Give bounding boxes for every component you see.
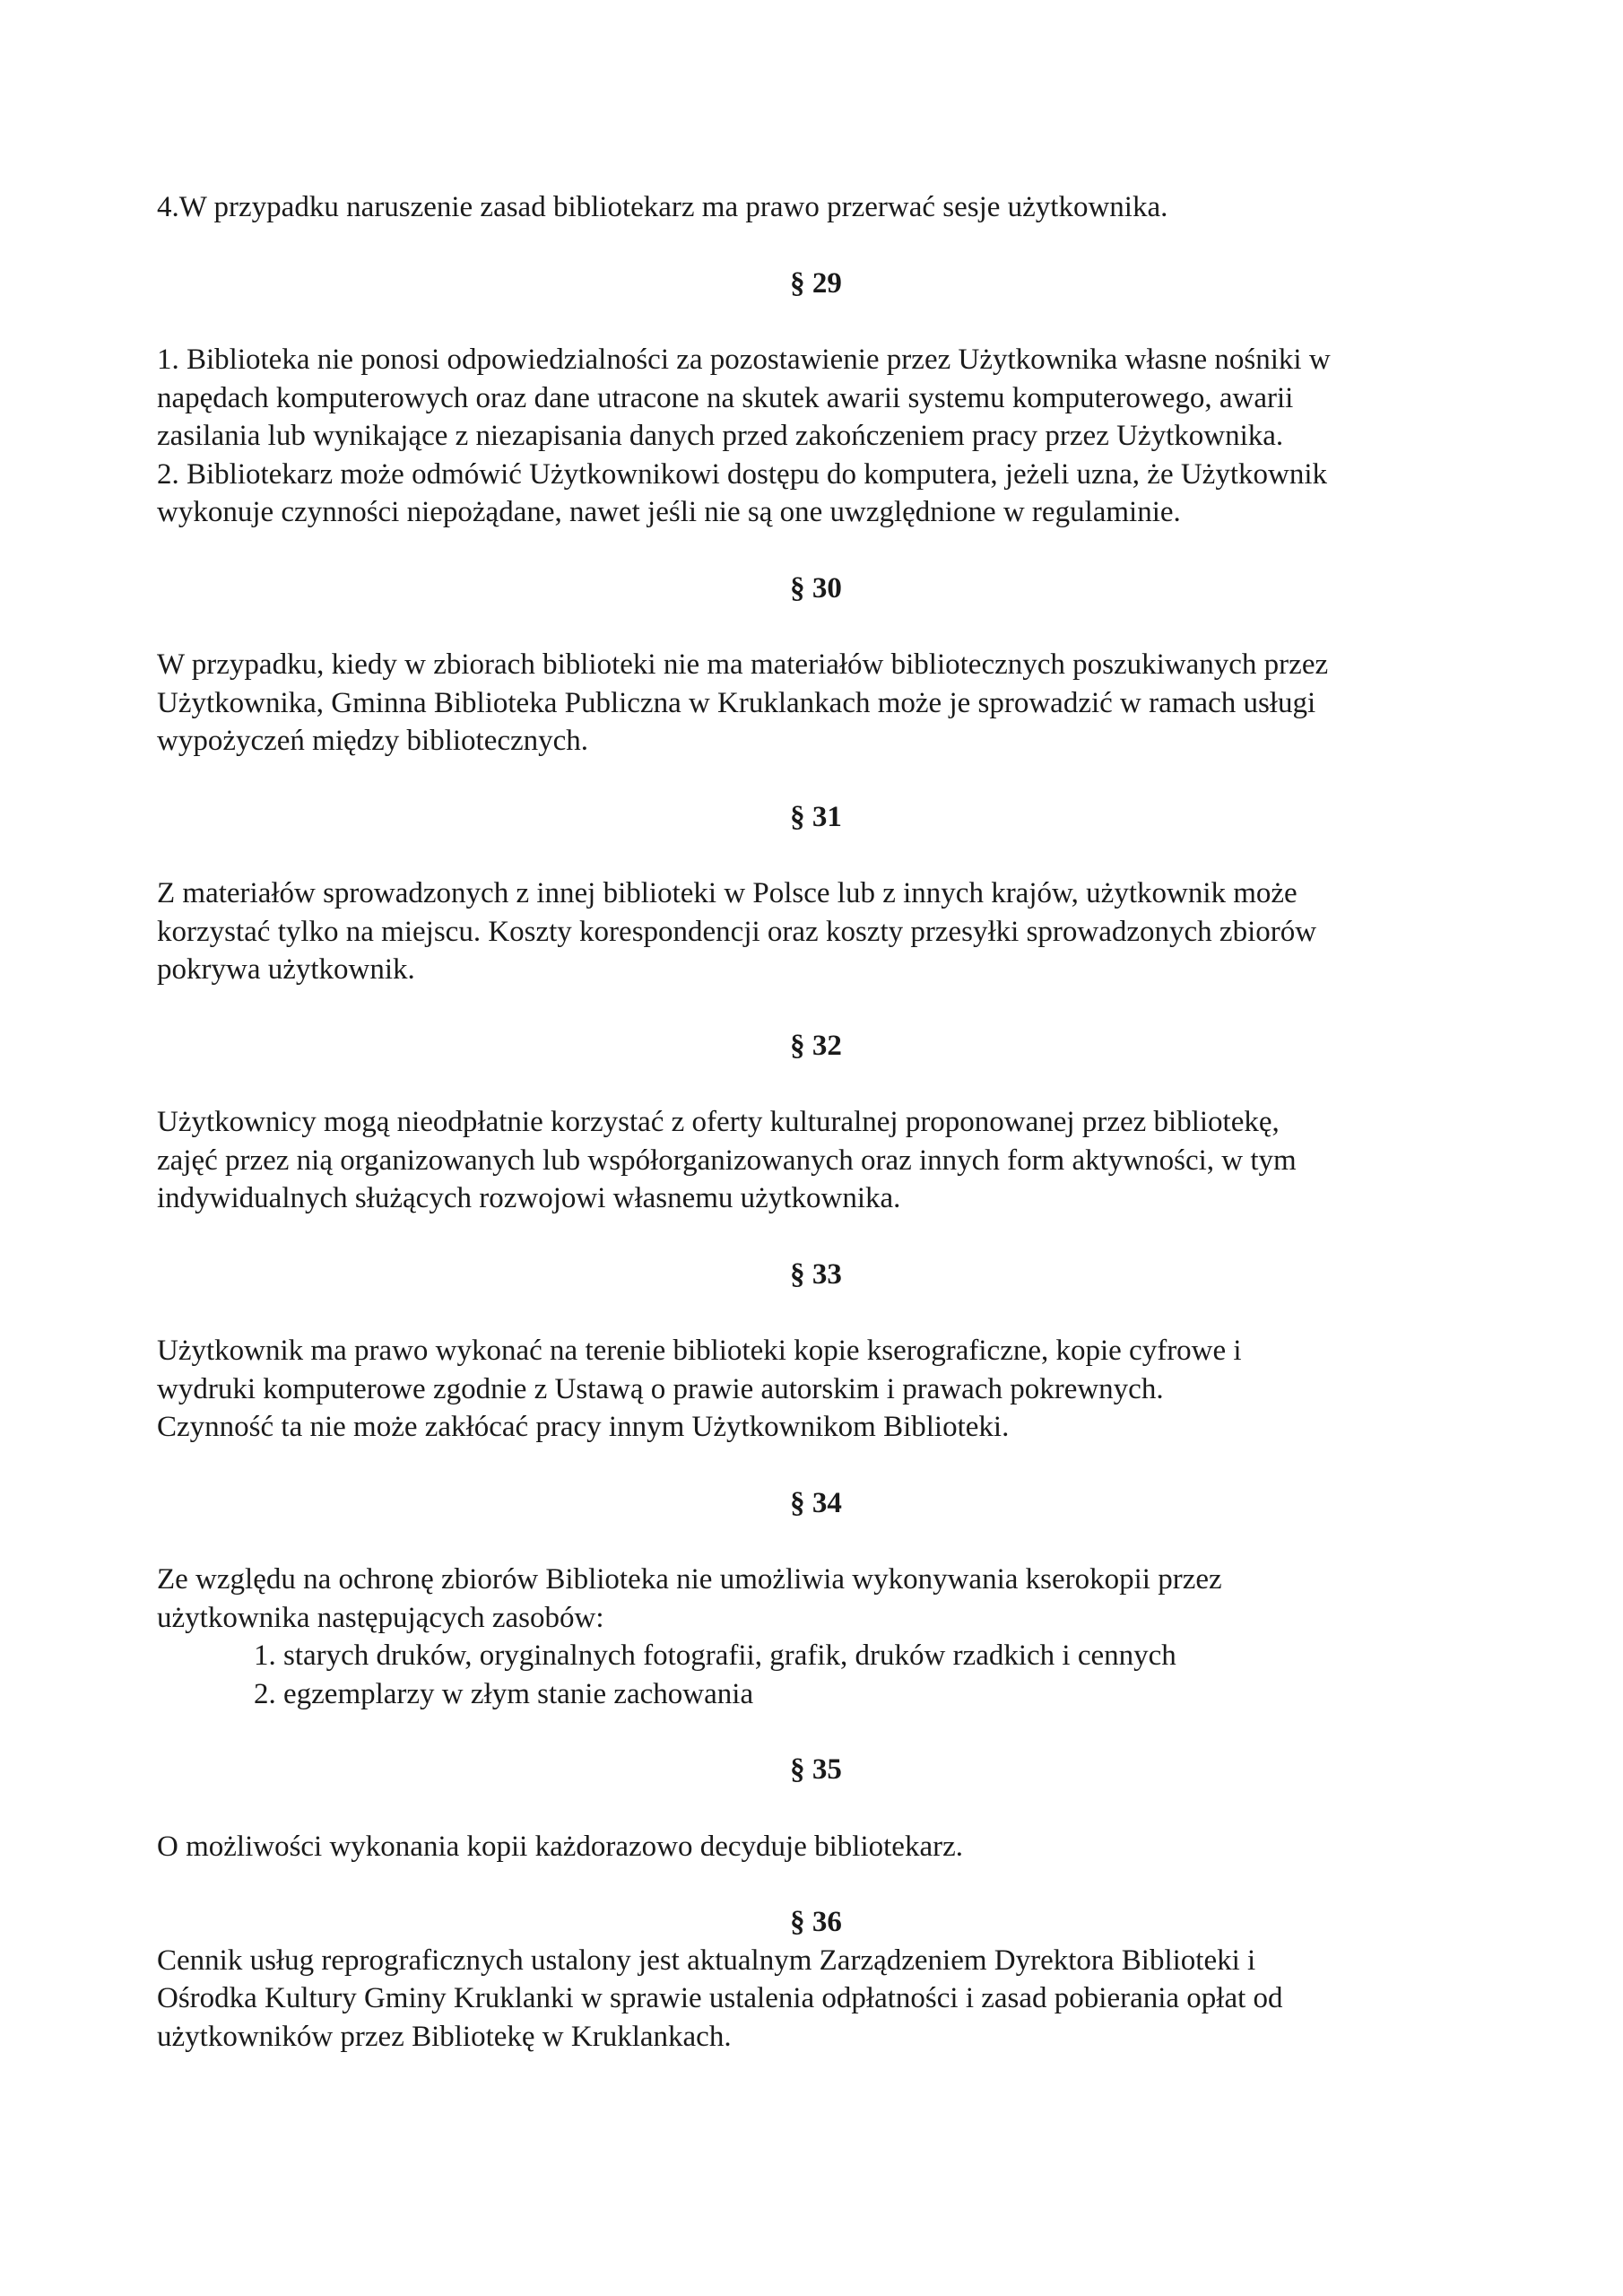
- text-line: korzystać tylko na miejscu. Koszty korespondencji oraz koszty przesyłki sprowadzonych zbiorów: [157, 915, 1317, 948]
- text-line: Ośrodka Kultury Gminy Kruklanki w sprawie ustalenia odpłatności i zasad pobierania opłat od: [157, 1982, 1283, 2014]
- text-line: 4.W przypadku naruszenie zasad bibliotekarz ma prawo przerwać sesje użytkownika.: [157, 191, 1168, 223]
- section-heading-29: § 29: [790, 266, 842, 300]
- section-31-body: [157, 874, 1475, 989]
- text-line: wypożyczeń między bibliotecznych.: [157, 725, 589, 757]
- text-line: Cennik usług reprograficznych ustalony jest aktualnym Zarządzeniem Dyrektora Biblioteki i: [157, 1944, 1256, 1977]
- section-heading-33: § 33: [790, 1257, 842, 1291]
- intro-paragraph: [157, 188, 1475, 227]
- text-line: Użytkownicy mogą nieodpłatnie korzystać z oferty kulturalnej proponowanej przez bibliotekę,: [157, 1106, 1280, 1138]
- section-35-body: [157, 1828, 1475, 1866]
- section-heading-34: § 34: [790, 1486, 842, 1519]
- text-line: zajęć przez nią organizowanych lub współorganizowanych oraz innych form aktywności, w tym: [157, 1144, 1297, 1177]
- restricted-resources-list: [157, 1637, 1475, 1713]
- text-line: Użytkownika, Gminna Biblioteka Publiczna w Kruklankach może je sprowadzić w ramach usługi: [157, 686, 1316, 719]
- text-line: wykonuje czynności niepożądane, nawet jeśli nie są one uwzględnione w regulaminie.: [157, 496, 1181, 528]
- text-line: napędach komputerowych oraz dane utracone na skutek awarii systemu komputerowego, awarii: [157, 381, 1294, 414]
- text-line: zasilania lub wynikające z niezapisania danych przed zakończeniem pracy przez Użytkownika.: [157, 420, 1284, 452]
- section-36-body: [157, 1942, 1475, 2057]
- text-line: 2. Bibliotekarz może odmówić Użytkownikowi dostępu do komputera, jeżeli uzna, że Użytkownik: [157, 457, 1327, 491]
- section-29-body: [157, 341, 1475, 532]
- list-item: 1. starych druków, oryginalnych fotografii, grafik, druków rzadkich i cennych: [254, 1639, 1176, 1672]
- section-heading-35: § 35: [790, 1753, 842, 1786]
- text-line: pokrywa użytkownik.: [157, 953, 415, 986]
- section-32-body: [157, 1103, 1475, 1218]
- section-heading-31: § 31: [790, 800, 842, 833]
- section-34-body: [157, 1561, 1475, 1637]
- section-heading-30: § 30: [790, 571, 842, 604]
- text-line: O możliwości wykonania kopii każdorazowo decyduje bibliotekarz.: [157, 1830, 963, 1863]
- text-line: wydruki komputerowe zgodnie z Ustawą o prawie autorskim i prawach pokrewnych.: [157, 1372, 1164, 1405]
- text-line: 1. Biblioteka nie ponosi odpowiedzialności za pozostawienie przez Użytkownika własne nośniki w: [157, 344, 1331, 376]
- section-33-body: [157, 1332, 1475, 1447]
- text-line: użytkownika następujących zasobów:: [157, 1601, 604, 1634]
- text-line: indywidualnych służących rozwojowi własnemu użytkownika.: [157, 1182, 901, 1214]
- text-line: Ze względu na ochronę zbiorów Biblioteka nie umożliwia wykonywania kserokopii przez: [157, 1563, 1222, 1596]
- text-line: W przypadku, kiedy w zbiorach biblioteki nie ma materiałów bibliotecznych poszukiwanych przez: [157, 648, 1329, 681]
- section-heading-32: § 32: [790, 1029, 842, 1062]
- text-line: Z materiałów sprowadzonych z innej biblioteki w Polsce lub z innych krajów, użytkownik może: [157, 877, 1298, 909]
- document-body: [157, 188, 1475, 2056]
- list-item: 2. egzemplarzy w złym stanie zachowania: [254, 1677, 754, 1710]
- text-line: użytkowników przez Bibliotekę w Kruklankach.: [157, 2020, 732, 2053]
- section-30-body: [157, 646, 1475, 761]
- text-line: Użytkownik ma prawo wykonać na terenie biblioteki kopie kserograficzne, kopie cyfrowe i: [157, 1335, 1242, 1367]
- text-line: Czynność ta nie może zakłócać pracy innym Użytkownikom Biblioteki.: [157, 1411, 1010, 1443]
- section-heading-36: § 36: [790, 1906, 842, 1938]
